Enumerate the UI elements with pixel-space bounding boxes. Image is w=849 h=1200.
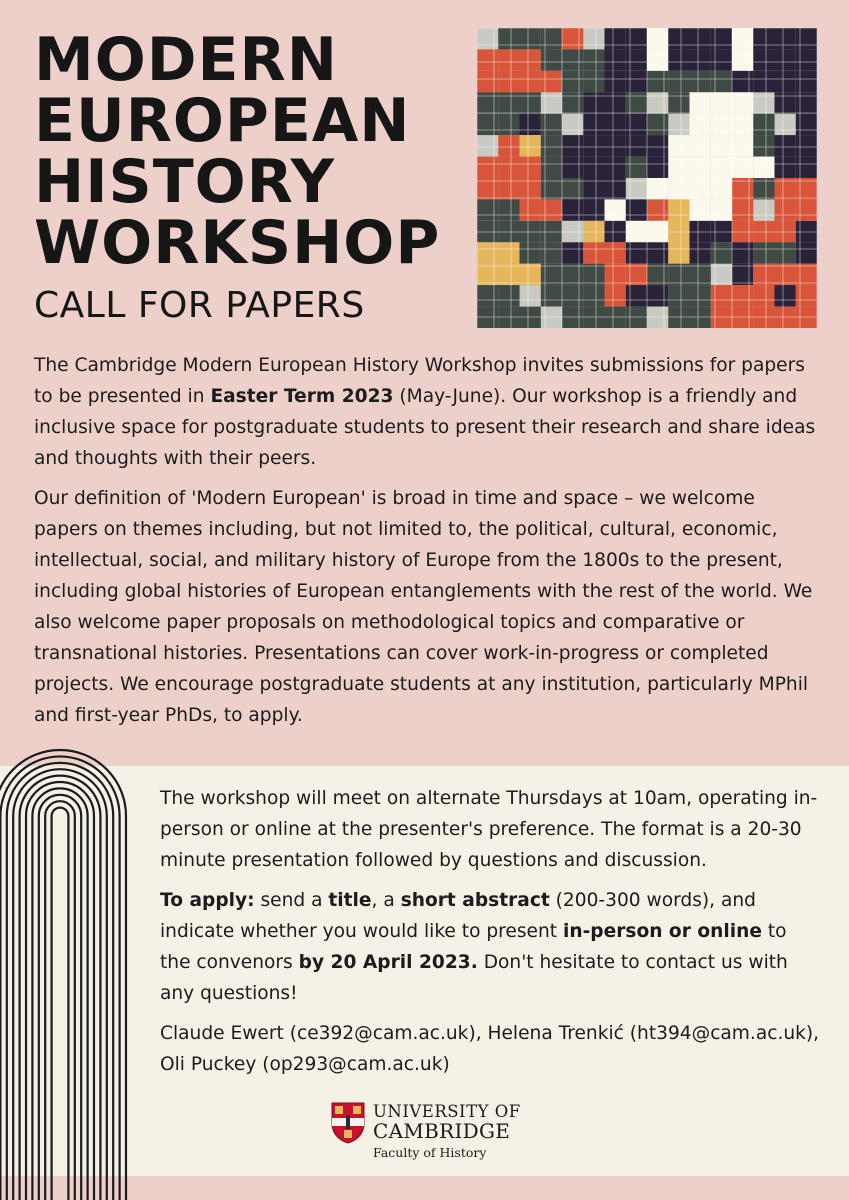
map-tile xyxy=(626,135,647,156)
map-tile xyxy=(626,49,647,70)
map-tile xyxy=(775,242,796,263)
map-tile xyxy=(605,114,626,135)
map-tile xyxy=(690,199,711,220)
map-tile xyxy=(732,28,753,49)
poster-subtitle: CALL FOR PAPERS xyxy=(34,285,365,326)
map-tile xyxy=(562,71,583,92)
title-line: MODERN xyxy=(34,25,338,95)
map-tile xyxy=(668,199,689,220)
map-tile xyxy=(668,242,689,263)
map-tile xyxy=(562,92,583,113)
cambridge-crest-icon xyxy=(331,1102,365,1144)
university-logo xyxy=(331,1102,521,1164)
map-tile xyxy=(647,221,668,242)
map-tile xyxy=(711,285,732,306)
map-tile xyxy=(775,157,796,178)
map-tile xyxy=(520,157,541,178)
arches-decoration xyxy=(0,740,150,1200)
map-tile xyxy=(520,221,541,242)
map-tile xyxy=(796,157,817,178)
map-tile xyxy=(477,157,498,178)
map-tile xyxy=(583,114,604,135)
map-tile xyxy=(562,49,583,70)
map-tile xyxy=(775,221,796,242)
map-tile xyxy=(477,285,498,306)
map-tile xyxy=(605,71,626,92)
map-tile xyxy=(605,92,626,113)
map-tile xyxy=(668,135,689,156)
map-tile xyxy=(796,221,817,242)
map-tile xyxy=(520,71,541,92)
map-tile xyxy=(498,157,519,178)
map-tile xyxy=(583,285,604,306)
map-tile xyxy=(796,199,817,220)
map-tile xyxy=(796,92,817,113)
details-text xyxy=(160,783,820,1089)
map-tile xyxy=(605,285,626,306)
map-tile xyxy=(626,114,647,135)
map-tile xyxy=(732,264,753,285)
map-tile xyxy=(520,92,541,113)
map-tile xyxy=(690,157,711,178)
map-tile xyxy=(668,157,689,178)
map-tile xyxy=(775,28,796,49)
apply-label: To apply: xyxy=(160,890,255,911)
map-tile xyxy=(775,49,796,70)
map-tile xyxy=(583,92,604,113)
map-tile xyxy=(541,221,562,242)
map-tile xyxy=(690,221,711,242)
map-tile xyxy=(796,285,817,306)
map-tile xyxy=(583,221,604,242)
map-tile xyxy=(711,199,732,220)
meeting-paragraph: The workshop will meet on alternate Thursdays at 10am, operating in-person or online at the presenter's preference. The format is a 20-30 minute presentation followed by questions and discussion. xyxy=(160,788,818,871)
map-tile xyxy=(753,28,774,49)
map-tile xyxy=(753,114,774,135)
map-tile xyxy=(541,157,562,178)
map-tile xyxy=(668,71,689,92)
map-tile xyxy=(753,71,774,92)
map-tile xyxy=(520,49,541,70)
intro-section xyxy=(34,350,824,740)
map-tile xyxy=(541,71,562,92)
map-tile xyxy=(668,49,689,70)
map-tile xyxy=(647,49,668,70)
map-tile xyxy=(498,49,519,70)
map-tile xyxy=(498,92,519,113)
map-tile xyxy=(498,199,519,220)
map-tile xyxy=(690,135,711,156)
map-tile xyxy=(775,264,796,285)
logo-wordmark xyxy=(373,1102,521,1162)
map-tile xyxy=(690,49,711,70)
map-tile xyxy=(690,114,711,135)
map-tile xyxy=(605,49,626,70)
map-tile xyxy=(732,157,753,178)
map-tile xyxy=(775,285,796,306)
map-tile xyxy=(626,264,647,285)
map-tile xyxy=(732,285,753,306)
map-tile xyxy=(647,135,668,156)
map-tile xyxy=(690,92,711,113)
map-tile xyxy=(520,28,541,49)
map-tile xyxy=(796,28,817,49)
map-tile xyxy=(626,92,647,113)
map-tile xyxy=(626,157,647,178)
poster-title xyxy=(34,25,441,278)
map-tile xyxy=(690,242,711,263)
arch-stroke xyxy=(13,769,107,1200)
map-tile xyxy=(753,264,774,285)
map-tile xyxy=(753,49,774,70)
map-tile xyxy=(605,199,626,220)
map-tile xyxy=(541,49,562,70)
map-tile xyxy=(605,242,626,263)
map-tile xyxy=(711,71,732,92)
map-tile xyxy=(605,221,626,242)
apply-paragraph: To apply: send a title, a short abstract (200-300 words), and indicate whether you would like to present in-person or online to the convenors by 20 April 2023. Don't hesitate to contact us with any questions! xyxy=(160,890,788,1004)
arch-stroke xyxy=(26,782,94,1200)
logo-line: UNIVERSITY OF xyxy=(373,1102,521,1121)
map-tile xyxy=(690,264,711,285)
map-tile xyxy=(477,114,498,135)
map-tile xyxy=(605,28,626,49)
map-graphic xyxy=(477,28,817,328)
map-tile xyxy=(668,28,689,49)
map-tile xyxy=(520,135,541,156)
map-tile xyxy=(711,221,732,242)
map-tile xyxy=(775,71,796,92)
map-tile xyxy=(753,285,774,306)
map-tile xyxy=(477,92,498,113)
map-tile xyxy=(690,285,711,306)
map-tile xyxy=(562,264,583,285)
map-tile xyxy=(647,199,668,220)
map-tile xyxy=(626,71,647,92)
intro-paragraph-1: The Cambridge Modern European History Workshop invites submissions for papers to be presented in Easter Term 2023 (May-June). Our workshop is a friendly and inclusive space for postgraduate students to present their research and share ideas and thoughts with their peers. xyxy=(34,355,816,469)
map-tile xyxy=(562,28,583,49)
logo-line: CAMBRIDGE xyxy=(373,1119,511,1143)
map-tile xyxy=(796,71,817,92)
map-tile xyxy=(541,28,562,49)
map-tile xyxy=(753,221,774,242)
map-tile xyxy=(626,28,647,49)
map-tile xyxy=(477,199,498,220)
map-tile xyxy=(605,135,626,156)
map-tile xyxy=(711,92,732,113)
map-tile xyxy=(520,242,541,263)
map-tile xyxy=(541,242,562,263)
title-line: EUROPEAN xyxy=(34,86,411,156)
map-tile xyxy=(541,199,562,220)
map-tile xyxy=(541,114,562,135)
map-tile xyxy=(711,157,732,178)
map-tile xyxy=(477,242,498,263)
map-tile xyxy=(562,135,583,156)
map-tile xyxy=(520,114,541,135)
map-tile xyxy=(647,71,668,92)
map-tile xyxy=(775,135,796,156)
map-tile xyxy=(583,264,604,285)
map-tile xyxy=(498,135,519,156)
map-tile xyxy=(796,264,817,285)
map-tile xyxy=(732,114,753,135)
map-tile xyxy=(477,71,498,92)
map-tile xyxy=(583,135,604,156)
arch-stroke xyxy=(52,808,69,1200)
arch-stroke xyxy=(7,763,113,1200)
map-tile xyxy=(753,157,774,178)
map-tile xyxy=(647,285,668,306)
map-tile xyxy=(690,71,711,92)
map-tile xyxy=(541,264,562,285)
map-tile xyxy=(647,157,668,178)
map-tile xyxy=(668,285,689,306)
map-tile xyxy=(583,49,604,70)
map-tile xyxy=(775,199,796,220)
map-tile xyxy=(647,242,668,263)
map-tile xyxy=(498,28,519,49)
logo-line: Faculty of History xyxy=(373,1145,487,1160)
europe-map-illustration xyxy=(477,28,817,328)
map-tile xyxy=(732,135,753,156)
map-tile xyxy=(477,264,498,285)
map-tile xyxy=(753,242,774,263)
map-tile xyxy=(498,114,519,135)
arch-stroke xyxy=(32,788,87,1200)
map-tile xyxy=(583,242,604,263)
map-tile xyxy=(732,92,753,113)
map-tile xyxy=(583,71,604,92)
map-tile xyxy=(477,221,498,242)
map-tile xyxy=(668,264,689,285)
map-tile xyxy=(626,285,647,306)
map-tile xyxy=(583,157,604,178)
map-tile xyxy=(711,135,732,156)
map-tile xyxy=(796,242,817,263)
map-tile xyxy=(732,49,753,70)
map-tile xyxy=(562,199,583,220)
intro-paragraph-2: Our definition of 'Modern European' is broad in time and space – we welcome papers on themes including, but not limited to, the political, cultural, economic, intellectual, social, and military history of Europe from the 1800s to the present, including global histories of European entanglements with the rest of the world. We also welcome paper proposals on methodological topics and comparative or transnational histories. Presentations can cover work-in-progress or completed projects. We encourage postgraduate students at any institution, particularly MPhil and first-year PhDs, to apply. xyxy=(34,488,813,726)
map-tile xyxy=(711,242,732,263)
map-tile xyxy=(668,92,689,113)
map-tile xyxy=(498,221,519,242)
map-tile xyxy=(796,114,817,135)
map-tile xyxy=(647,28,668,49)
map-tile xyxy=(520,199,541,220)
map-tile xyxy=(562,242,583,263)
contacts-paragraph: Claude Ewert (ce392@cam.ac.uk), Helena Trenkić (ht394@cam.ac.uk), Oli Puckey (op293@cam.ac.uk) xyxy=(160,1023,820,1075)
map-tile xyxy=(732,221,753,242)
map-tile xyxy=(520,264,541,285)
title-line: HISTORY xyxy=(34,147,336,217)
deadline: by 20 April 2023. xyxy=(298,952,478,973)
term-highlight: Easter Term 2023 xyxy=(210,386,394,407)
map-tile xyxy=(732,71,753,92)
map-tile xyxy=(647,264,668,285)
map-tile xyxy=(711,49,732,70)
map-tile xyxy=(605,264,626,285)
map-tile xyxy=(583,199,604,220)
map-tile xyxy=(690,28,711,49)
map-tile xyxy=(796,135,817,156)
map-tile xyxy=(541,285,562,306)
map-tile xyxy=(775,92,796,113)
arch-stroke xyxy=(0,756,119,1200)
map-tile xyxy=(498,242,519,263)
map-tile xyxy=(605,157,626,178)
map-tile xyxy=(626,242,647,263)
map-tile xyxy=(541,135,562,156)
map-tile xyxy=(796,49,817,70)
map-tile xyxy=(498,264,519,285)
map-tile xyxy=(711,114,732,135)
map-tile xyxy=(498,71,519,92)
map-tile xyxy=(647,114,668,135)
map-tile xyxy=(753,135,774,156)
arch-stroke xyxy=(45,801,75,1200)
map-tile xyxy=(668,221,689,242)
map-tile xyxy=(711,28,732,49)
map-tile xyxy=(626,221,647,242)
map-tile xyxy=(626,199,647,220)
map-tile xyxy=(498,285,519,306)
map-tile xyxy=(562,285,583,306)
map-tile xyxy=(732,199,753,220)
map-tile xyxy=(732,242,753,263)
map-tile xyxy=(562,157,583,178)
map-tile xyxy=(477,49,498,70)
title-line: WORKSHOP xyxy=(34,208,441,278)
